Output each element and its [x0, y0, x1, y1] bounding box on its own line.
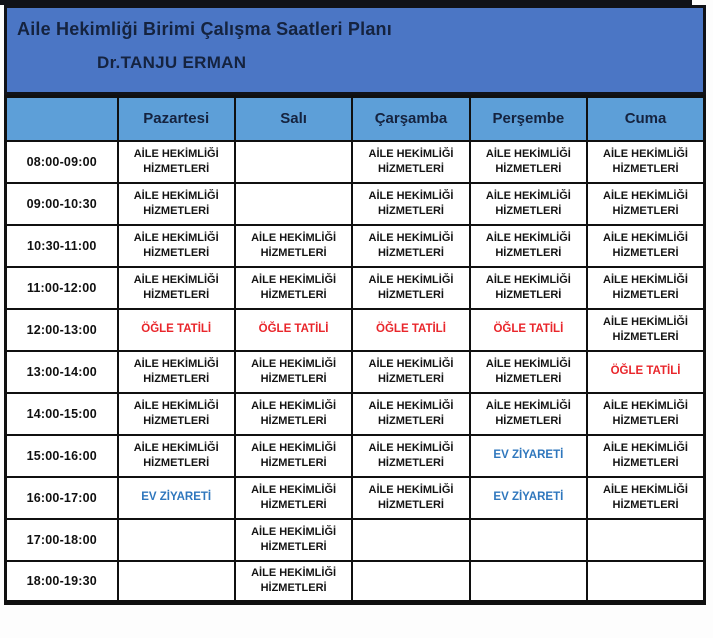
table-row [6, 519, 705, 561]
time-cell: 11:00-12:00 [6, 267, 118, 309]
doctor-name: Dr.TANJU ERMAN [97, 53, 247, 72]
schedule-cell-empty [118, 519, 235, 561]
time-cell: 18:00-19:30 [6, 561, 118, 603]
corner-header-cell [6, 97, 118, 141]
schedule-cell-empty [587, 519, 704, 561]
time-cell: 15:00-16:00 [6, 435, 118, 477]
schedule-cell-visit: EV ZİYARETİ [470, 435, 587, 477]
schedule-cell-service: AİLE HEKİMLİĞİ HİZMETLERİ [118, 267, 235, 309]
schedule-cell-empty [587, 561, 704, 603]
day-header-cell: Perşembe [470, 97, 587, 141]
schedule-cell-lunch: ÖĞLE TATİLİ [118, 309, 235, 351]
schedule-cell-service: AİLE HEKİMLİĞİ HİZMETLERİ [470, 183, 587, 225]
schedule-cell-service: AİLE HEKİMLİĞİ HİZMETLERİ [352, 225, 469, 267]
schedule-cell-empty [470, 561, 587, 603]
schedule-cell-service: AİLE HEKİMLİĞİ HİZMETLERİ [352, 393, 469, 435]
schedule-cell-service: AİLE HEKİMLİĞİ HİZMETLERİ [235, 267, 352, 309]
table-row [6, 309, 705, 351]
day-header-cell: Cuma [587, 97, 704, 141]
table-row [6, 561, 705, 603]
time-cell: 16:00-17:00 [6, 477, 118, 519]
table-row [6, 351, 705, 393]
schedule-cell-lunch: ÖĞLE TATİLİ [470, 309, 587, 351]
schedule-cell-service: AİLE HEKİMLİĞİ HİZMETLERİ [470, 393, 587, 435]
schedule-cell-service: AİLE HEKİMLİĞİ HİZMETLERİ [470, 267, 587, 309]
time-cell: 14:00-15:00 [6, 393, 118, 435]
schedule-cell-service: AİLE HEKİMLİĞİ HİZMETLERİ [118, 435, 235, 477]
table-row [6, 435, 705, 477]
day-header-cell: Çarşamba [352, 97, 469, 141]
table-row [6, 141, 705, 183]
schedule-table-body [6, 141, 705, 603]
schedule-cell-service: AİLE HEKİMLİĞİ HİZMETLERİ [235, 435, 352, 477]
schedule-cell-service: AİLE HEKİMLİĞİ HİZMETLERİ [235, 477, 352, 519]
schedule-header-band [4, 5, 706, 95]
schedule-cell-service: AİLE HEKİMLİĞİ HİZMETLERİ [235, 519, 352, 561]
schedule-cell-service: AİLE HEKİMLİĞİ HİZMETLERİ [235, 351, 352, 393]
schedule-cell-service: AİLE HEKİMLİĞİ HİZMETLERİ [352, 477, 469, 519]
schedule-cell-service: AİLE HEKİMLİĞİ HİZMETLERİ [587, 435, 704, 477]
time-cell: 10:30-11:00 [6, 225, 118, 267]
schedule-cell-service: AİLE HEKİMLİĞİ HİZMETLERİ [352, 267, 469, 309]
schedule-cell-service: AİLE HEKİMLİĞİ HİZMETLERİ [587, 141, 704, 183]
schedule-cell-service: AİLE HEKİMLİĞİ HİZMETLERİ [587, 267, 704, 309]
schedule-cell-service: AİLE HEKİMLİĞİ HİZMETLERİ [118, 183, 235, 225]
schedule-cell-service: AİLE HEKİMLİĞİ HİZMETLERİ [235, 225, 352, 267]
schedule-cell-empty [352, 519, 469, 561]
schedule-cell-service: AİLE HEKİMLİĞİ HİZMETLERİ [470, 351, 587, 393]
schedule-cell-service: AİLE HEKİMLİĞİ HİZMETLERİ [235, 393, 352, 435]
schedule-table [4, 95, 706, 605]
time-cell: 17:00-18:00 [6, 519, 118, 561]
schedule-cell-service: AİLE HEKİMLİĞİ HİZMETLERİ [118, 141, 235, 183]
schedule-cell-empty [352, 561, 469, 603]
schedule-cell-service: AİLE HEKİMLİĞİ HİZMETLERİ [235, 561, 352, 603]
schedule-cell-service: AİLE HEKİMLİĞİ HİZMETLERİ [352, 183, 469, 225]
schedule-cell-visit: EV ZİYARETİ [470, 477, 587, 519]
time-cell: 13:00-14:00 [6, 351, 118, 393]
schedule-cell-service: AİLE HEKİMLİĞİ HİZMETLERİ [352, 141, 469, 183]
schedule-cell-service: AİLE HEKİMLİĞİ HİZMETLERİ [118, 225, 235, 267]
table-row [6, 225, 705, 267]
schedule-cell-empty [470, 519, 587, 561]
schedule-cell-service: AİLE HEKİMLİĞİ HİZMETLERİ [587, 477, 704, 519]
schedule-cell-empty [235, 183, 352, 225]
schedule-cell-service: AİLE HEKİMLİĞİ HİZMETLERİ [470, 141, 587, 183]
schedule-cell-service: AİLE HEKİMLİĞİ HİZMETLERİ [587, 393, 704, 435]
table-header-row [6, 97, 705, 141]
schedule-cell-service: AİLE HEKİMLİĞİ HİZMETLERİ [352, 435, 469, 477]
table-row [6, 267, 705, 309]
schedule-cell-lunch: ÖĞLE TATİLİ [587, 351, 704, 393]
schedule-cell-service: AİLE HEKİMLİĞİ HİZMETLERİ [587, 309, 704, 351]
schedule-cell-empty [118, 561, 235, 603]
schedule-cell-empty [235, 141, 352, 183]
schedule-cell-service: AİLE HEKİMLİĞİ HİZMETLERİ [470, 225, 587, 267]
page-title: Aile Hekimliği Birimi Çalışma Saatleri Planı [17, 19, 392, 39]
schedule-cell-visit: EV ZİYARETİ [118, 477, 235, 519]
time-cell: 09:00-10:30 [6, 183, 118, 225]
schedule-cell-service: AİLE HEKİMLİĞİ HİZMETLERİ [118, 393, 235, 435]
day-header-cell: Pazartesi [118, 97, 235, 141]
schedule-cell-lunch: ÖĞLE TATİLİ [352, 309, 469, 351]
schedule-cell-service: AİLE HEKİMLİĞİ HİZMETLERİ [587, 183, 704, 225]
day-header-cell: Salı [235, 97, 352, 141]
time-cell: 08:00-09:00 [6, 141, 118, 183]
table-row [6, 477, 705, 519]
schedule-cell-service: AİLE HEKİMLİĞİ HİZMETLERİ [352, 351, 469, 393]
schedule-cell-service: AİLE HEKİMLİĞİ HİZMETLERİ [587, 225, 704, 267]
table-row [6, 393, 705, 435]
schedule-cell-lunch: ÖĞLE TATİLİ [235, 309, 352, 351]
schedule-cell-service: AİLE HEKİMLİĞİ HİZMETLERİ [118, 351, 235, 393]
time-cell: 12:00-13:00 [6, 309, 118, 351]
table-row [6, 183, 705, 225]
